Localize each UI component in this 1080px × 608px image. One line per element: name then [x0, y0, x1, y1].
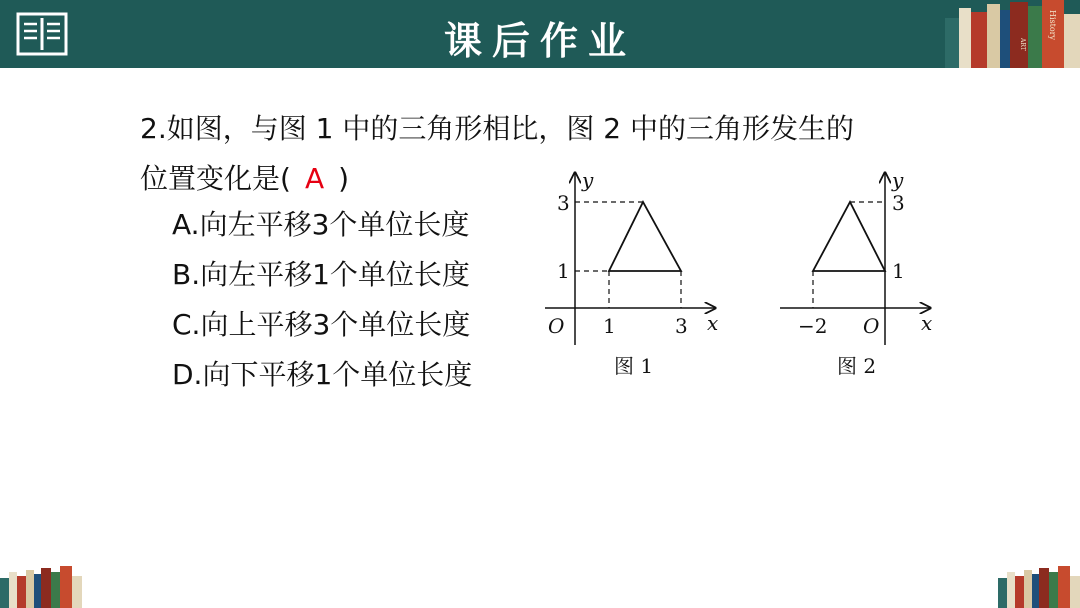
books-decoration-bottom-right: [998, 566, 1080, 608]
coordinate-figures: [530, 165, 950, 385]
fig2-y-tick-1: 1: [892, 259, 905, 283]
fig2-y-tick-3: 3: [892, 191, 905, 215]
fig2-x-label: x: [921, 311, 933, 335]
question-line-1: 2.如图，与图 1 中的三角形相比，图 2 中的三角形发生的: [140, 112, 854, 145]
fig1-caption: 图 1: [614, 354, 654, 378]
option-b: B.向左平移1个单位长度: [172, 258, 470, 291]
figure-1: [545, 168, 718, 378]
option-a: A.向左平移3个单位长度: [172, 208, 470, 241]
fig1-y-tick-3: 3: [557, 191, 570, 215]
fig1-x-label: x: [707, 311, 719, 335]
answer-mark: A: [304, 162, 325, 195]
fig2-triangle: [813, 202, 885, 271]
fig2-caption: 图 2: [837, 354, 877, 378]
history-spine-text: History: [1048, 10, 1057, 41]
header-bar: [0, 0, 1080, 68]
books-decoration-top: [945, 0, 1080, 68]
page-title: 课后作业: [443, 18, 636, 63]
fig1-x-tick-1: 1: [603, 314, 616, 338]
question-suffix: ): [338, 162, 350, 195]
fig1-origin-label: O: [548, 314, 565, 338]
art-spine-text: ART: [1019, 38, 1026, 51]
question-prefix: 位置变化是(: [140, 162, 291, 195]
fig1-y-label: y: [582, 168, 594, 192]
books-decoration-bottom-left: [0, 566, 82, 608]
option-c: C.向上平移3个单位长度: [172, 308, 471, 341]
option-d: D.向下平移1个单位长度: [172, 358, 473, 391]
fig2-origin-label: O: [863, 314, 880, 338]
fig2-y-label: y: [892, 168, 904, 192]
fig1-x-tick-3: 3: [675, 314, 688, 338]
figure-2: [780, 168, 932, 378]
options-list: [172, 200, 472, 400]
fig2-x-tick-neg2: −2: [798, 314, 828, 338]
fig1-y-tick-1: 1: [557, 259, 570, 283]
fig1-triangle: [609, 202, 681, 271]
